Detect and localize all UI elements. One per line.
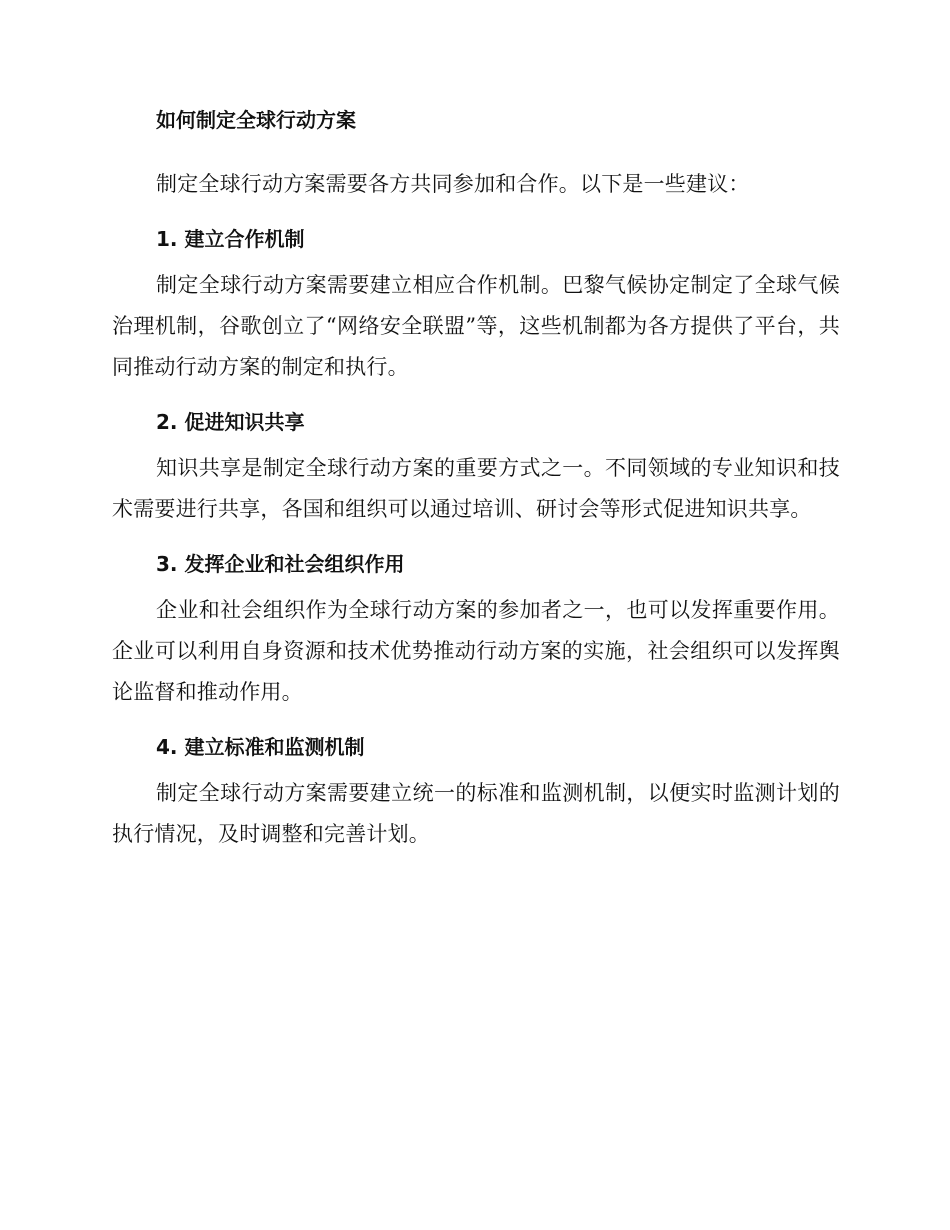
intro-paragraph: 制定全球行动方案需要各方共同参加和合作。以下是一些建议： bbox=[156, 172, 750, 196]
section-3-paragraph: 企业和社会组织作为全球行动方案的参加者之一，也可以发挥重要作用。企业可以利用自身资源和技术优势推动行动方案的实施，社会组织可以发挥舆论监督和推动作用。 bbox=[112, 598, 840, 704]
section-1-paragraph: 制定全球行动方案需要建立相应合作机制。巴黎气候协定制定了全球气候治理机制，谷歌创立了“网络安全联盟”等，这些机制都为各方提供了平台，共同推动行动方案的制定和执行。 bbox=[112, 273, 840, 379]
section-4-heading: 4. 建立标准和监测机制 bbox=[156, 735, 365, 759]
document-body bbox=[112, 104, 840, 855]
section-2-heading: 2. 促进知识共享 bbox=[156, 410, 305, 434]
section-4-paragraph: 制定全球行动方案需要建立统一的标准和监测机制，以便实时监测计划的执行情况，及时调整和完善计划。 bbox=[112, 781, 840, 846]
section-1-heading: 1. 建立合作机制 bbox=[156, 227, 305, 251]
section-2-paragraph: 知识共享是制定全球行动方案的重要方式之一。不同领域的专业知识和技术需要进行共享，各国和组织可以通过培训、研讨会等形式促进知识共享。 bbox=[112, 456, 840, 521]
section-3-heading: 3. 发挥企业和社会组织作用 bbox=[156, 552, 405, 576]
document-title: 如何制定全球行动方案 bbox=[156, 108, 356, 132]
